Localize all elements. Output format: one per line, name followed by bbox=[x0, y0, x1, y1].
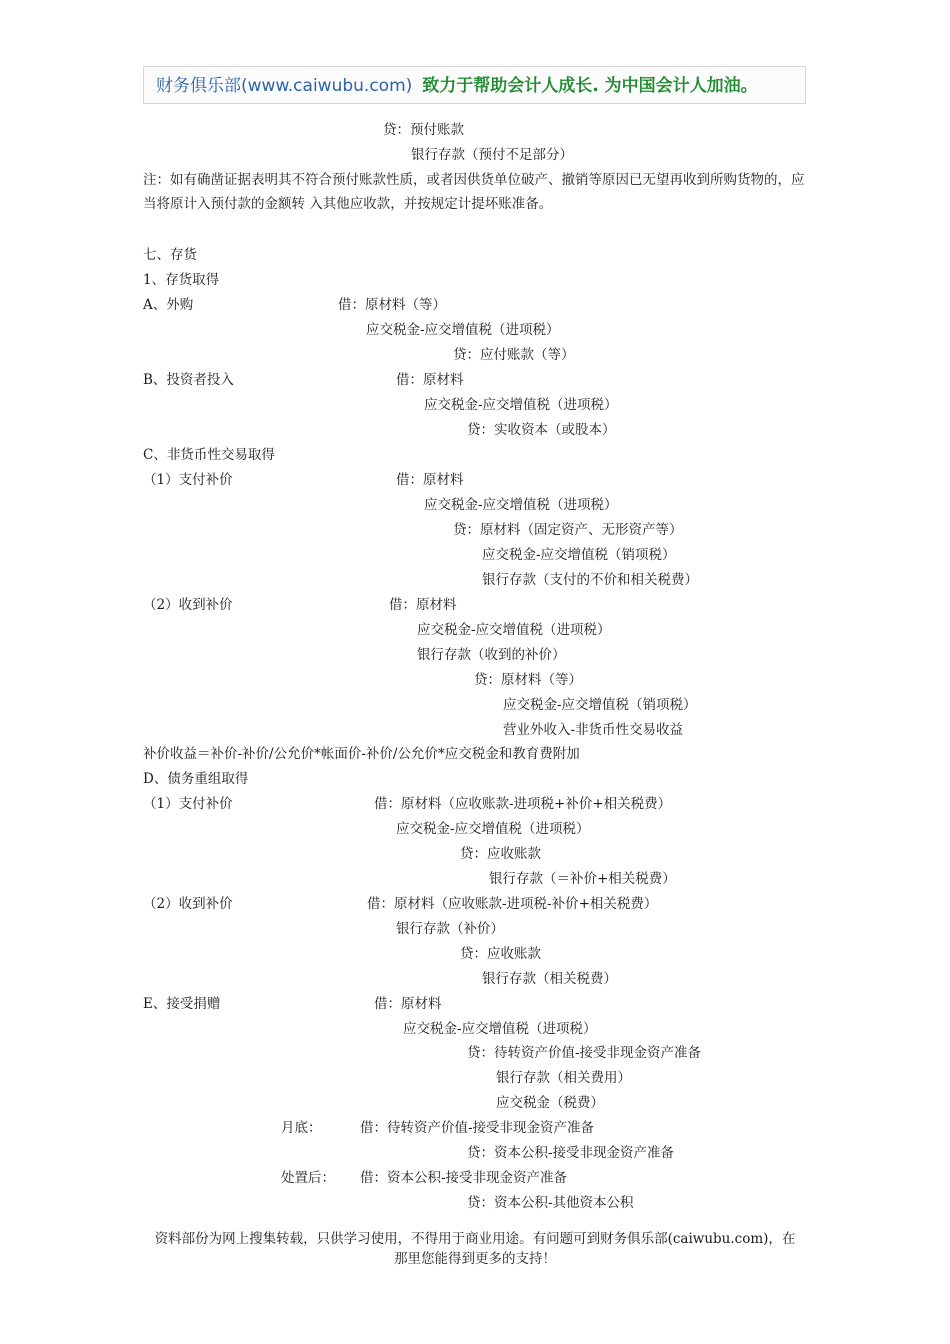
entry-line: 银行存款（相关税费） bbox=[482, 971, 617, 987]
banner-slogan: 致力于帮助会计人成长. 为中国会计人加油。 bbox=[422, 76, 758, 96]
entry-line: 贷：资本公积-其他资本公积 bbox=[467, 1195, 634, 1211]
entry-line: 贷：原材料（固定资产、无形资产等） bbox=[453, 522, 683, 538]
entry-line: 营业外收入-非货币性交易收益 bbox=[503, 722, 684, 738]
entry-line: 应交税金-应交增值税（销项税） bbox=[503, 697, 697, 713]
item-label: D、债务重组取得 bbox=[143, 771, 249, 787]
entry-line: 贷：应收账款 bbox=[460, 846, 541, 862]
entry-line: 借：原材料 bbox=[396, 472, 464, 488]
footer-line: 那里您能得到更多的支持！ bbox=[394, 1251, 556, 1267]
entry-line: 贷：原材料（等） bbox=[474, 672, 582, 688]
section-heading: 七、存货 bbox=[143, 247, 197, 263]
page-footer bbox=[143, 1229, 807, 1269]
entry-line: 借：原材料（应收账款-进项税-补价+相关税费） bbox=[367, 896, 658, 912]
item-label: B、投资者投入 bbox=[143, 372, 234, 388]
period-label: 月底： bbox=[281, 1120, 322, 1136]
entry-line: 借：待转资产价值-接受非现金资产准备 bbox=[360, 1120, 595, 1136]
entry-line: 借：原材料 bbox=[389, 597, 457, 613]
banner-site: 财务俱乐部(www.caiwubu.com) bbox=[156, 76, 413, 96]
header-banner bbox=[143, 66, 806, 104]
item-label: A、外购 bbox=[143, 297, 194, 313]
sub-item-label: （1）支付补价 bbox=[143, 472, 233, 488]
entry-line: 贷：应收账款 bbox=[460, 946, 541, 962]
entry-line: 银行存款（收到的补价） bbox=[417, 647, 566, 663]
entry-line: 贷：实收资本（或股本） bbox=[467, 422, 616, 438]
sub-item-label: （2）收到补价 bbox=[143, 597, 233, 613]
entry-line: 借：原材料 bbox=[374, 996, 442, 1012]
entry-line: 银行存款（＝补价+相关税费） bbox=[489, 871, 676, 887]
entry-line: 借：原材料（等） bbox=[338, 297, 446, 313]
item-label: C、非货币性交易取得 bbox=[143, 447, 275, 463]
entry-line: 应交税金-应交增值税（进项税） bbox=[366, 322, 560, 338]
sub-item-label: （1）支付补价 bbox=[143, 796, 233, 812]
entry-line: 银行存款（补价） bbox=[396, 921, 504, 937]
entry-line: 贷：应付账款（等） bbox=[453, 347, 575, 363]
entry-line: 银行存款（相关费用） bbox=[496, 1070, 631, 1086]
entry-line: 应交税金-应交增值税（销项税） bbox=[482, 547, 676, 563]
entry-line: 应交税金-应交增值税（进项税） bbox=[424, 497, 618, 513]
entry-line: 借：原材料 bbox=[396, 372, 464, 388]
note-paragraph: 注：如有确凿证据表明其不符合预付账款性质，或者因供货单位破产、撤销等原因已无望再收到所购货物的，应当将原计入预付款的金额转 入其他应收款，并按规定计提坏账准备。 bbox=[143, 172, 805, 212]
formula-line: 补价收益＝补价-补价/公允价*帐面价-补价/公允价*应交税金和教育费附加 bbox=[143, 746, 580, 762]
entry-line: 应交税金-应交增值税（进项税） bbox=[396, 821, 590, 837]
credit-bank: 银行存款（预付不足部分） bbox=[411, 147, 573, 163]
entry-line: 银行存款（支付的不价和相关税费） bbox=[482, 572, 698, 588]
subsection-heading: 1、存货取得 bbox=[143, 272, 220, 288]
period-label: 处置后： bbox=[281, 1170, 335, 1186]
entry-line: 应交税金-应交增值税（进项税） bbox=[424, 397, 618, 413]
sub-item-label: （2）收到补价 bbox=[143, 896, 233, 912]
entry-line: 贷：资本公积-接受非现金资产准备 bbox=[467, 1145, 675, 1161]
entry-line: 借：原材料（应收账款-进项税+补价+相关税费） bbox=[374, 796, 672, 812]
credit-prepaid: 贷：预付账款 bbox=[383, 122, 464, 138]
entry-line: 贷：待转资产价值-接受非现金资产准备 bbox=[467, 1045, 702, 1061]
entry-line: 应交税金-应交增值税（进项税） bbox=[403, 1021, 597, 1037]
footer-line: 资料部份为网上搜集转载，只供学习使用，不得用于商业用途。有问题可到财务俱乐部(caiwubu.com)，在 bbox=[154, 1231, 796, 1247]
item-label: E、接受捐赠 bbox=[143, 996, 221, 1012]
entry-line: 应交税金（税费） bbox=[496, 1095, 604, 1111]
entry-line: 借：资本公积-接受非现金资产准备 bbox=[360, 1170, 568, 1186]
entry-line: 应交税金-应交增值税（进项税） bbox=[417, 622, 611, 638]
